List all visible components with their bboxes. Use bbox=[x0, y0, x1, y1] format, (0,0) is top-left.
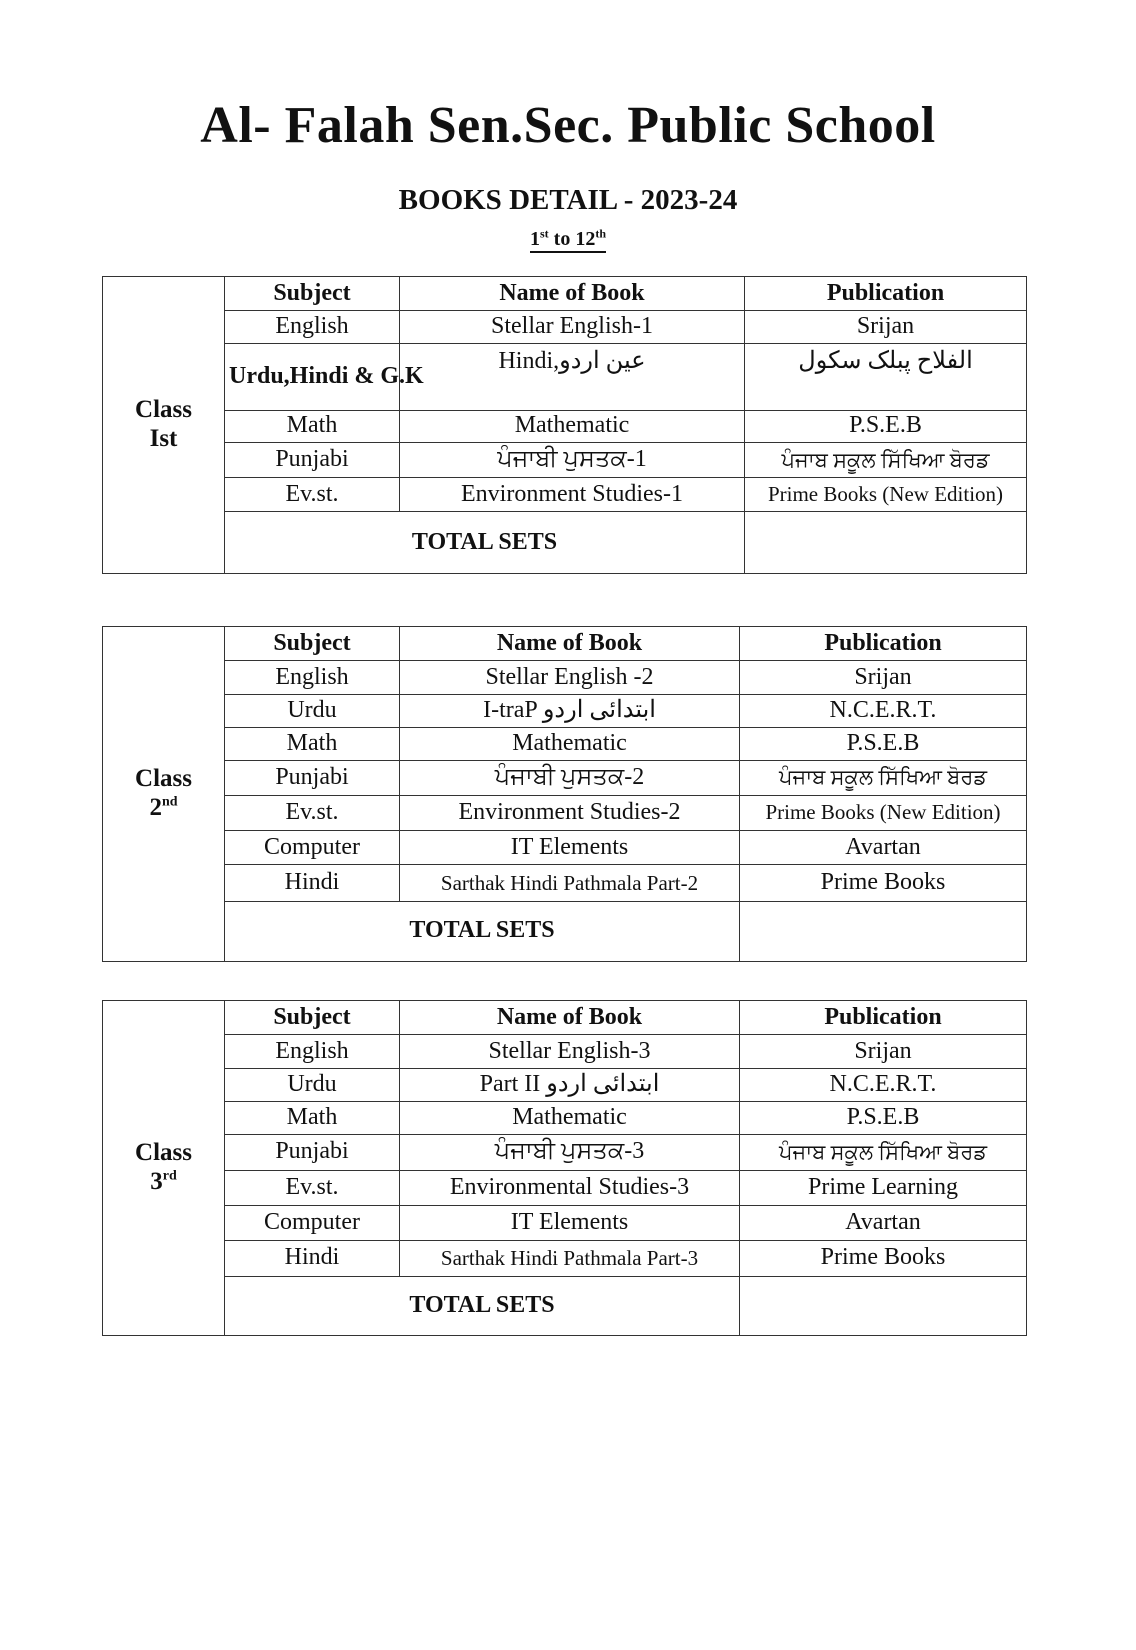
subject-cell: Punjabi bbox=[225, 1134, 400, 1170]
subject-cell: English bbox=[225, 1034, 400, 1068]
total-sets-value bbox=[740, 1276, 1027, 1335]
publication-cell: Srijan bbox=[740, 1034, 1027, 1068]
total-sets-label: TOTAL SETS bbox=[225, 1276, 740, 1335]
subject-cell: English bbox=[225, 311, 400, 344]
book-cell: Hindi,عین اردو bbox=[400, 344, 745, 410]
subject-cell: Urdu bbox=[225, 1068, 400, 1101]
publication-cell: N.C.E.R.T. bbox=[740, 694, 1027, 727]
subject-cell: Punjabi bbox=[225, 760, 400, 795]
book-cell: Stellar English-3 bbox=[400, 1034, 740, 1068]
range-to: to 12 bbox=[548, 227, 596, 250]
publication-cell: ਪੰਜਾਬ ਸਕੂਲ ਸਿੱਖਿਆ ਬੋਰਡ bbox=[745, 442, 1027, 477]
book-cell: Mathematic bbox=[400, 410, 745, 442]
book-cell: Environment Studies-1 bbox=[400, 477, 745, 511]
subject-cell: English bbox=[225, 660, 400, 694]
subject-cell: Math bbox=[225, 410, 400, 442]
class-2-books-table bbox=[102, 626, 1026, 962]
subject-cell: Hindi bbox=[225, 1240, 400, 1276]
subject-cell: Urdu,Hindi & G.K bbox=[225, 344, 400, 410]
publication-header: Publication bbox=[745, 277, 1027, 311]
book-cell: ਪੰਜਾਬੀ ਪੁਸਤਕ-3 bbox=[400, 1134, 740, 1170]
book-cell: IT Elements bbox=[400, 1205, 740, 1240]
class-label bbox=[103, 1001, 225, 1336]
subject-cell: Ev.st. bbox=[225, 477, 400, 511]
class-label bbox=[103, 627, 225, 962]
subject-cell: Urdu bbox=[225, 694, 400, 727]
publication-cell: Srijan bbox=[745, 311, 1027, 344]
publication-cell: Prime Books bbox=[740, 865, 1027, 901]
publication-cell: Prime Books bbox=[740, 1240, 1027, 1276]
book-cell: Mathematic bbox=[400, 1101, 740, 1134]
school-name: Al- Falah Sen.Sec. Public School bbox=[200, 97, 936, 154]
range-from: 1 bbox=[529, 227, 540, 250]
publication-cell: الفلاح پبلک سکول bbox=[745, 344, 1027, 410]
subject-header: Subject bbox=[225, 277, 400, 311]
subject-cell: Computer bbox=[225, 1205, 400, 1240]
book-cell: I-traP ابتدائی اردو bbox=[400, 694, 740, 727]
book-cell: ਪੰਜਾਬੀ ਪੁਸਤਕ-1 bbox=[400, 442, 745, 477]
total-sets-label: TOTAL SETS bbox=[225, 901, 740, 962]
total-sets-value bbox=[745, 511, 1027, 573]
book-cell: Sarthak Hindi Pathmala Part-3 bbox=[400, 1240, 740, 1276]
publication-cell: P.S.E.B bbox=[740, 1101, 1027, 1134]
class-1-books-table bbox=[102, 276, 1026, 574]
subject-cell: Computer bbox=[225, 830, 400, 865]
class-number: 2 bbox=[149, 794, 162, 821]
publication-header: Publication bbox=[740, 1001, 1027, 1035]
subject-cell: Hindi bbox=[225, 865, 400, 901]
class-label bbox=[103, 277, 225, 574]
publication-cell: Srijan bbox=[740, 660, 1027, 694]
book-cell: Stellar English-1 bbox=[400, 311, 745, 344]
publication-cell: Prime Books (New Edition) bbox=[740, 795, 1027, 830]
publication-cell: Prime Books (New Edition) bbox=[745, 477, 1027, 511]
class-number: Ist bbox=[149, 425, 178, 452]
total-sets-label: TOTAL SETS bbox=[225, 511, 745, 573]
subject-cell: Math bbox=[225, 1101, 400, 1134]
book-cell: IT Elements bbox=[400, 830, 740, 865]
publication-header: Publication bbox=[740, 627, 1027, 661]
range-to-sup: th bbox=[595, 226, 606, 240]
class-number-sup: rd bbox=[162, 1168, 177, 1184]
book-cell: Environmental Studies-3 bbox=[400, 1170, 740, 1205]
class-word: Class bbox=[135, 1139, 192, 1167]
publication-cell: Avartan bbox=[740, 830, 1027, 865]
publication-cell: N.C.E.R.T. bbox=[740, 1068, 1027, 1101]
publication-cell: Avartan bbox=[740, 1205, 1027, 1240]
subject-header: Subject bbox=[225, 1001, 400, 1035]
class-3-books-table bbox=[102, 1000, 1026, 1336]
publication-cell: Prime Learning bbox=[740, 1170, 1027, 1205]
book-header: Name of Book bbox=[400, 277, 745, 311]
class-word: Class bbox=[135, 396, 192, 424]
publication-cell: ਪੰਜਾਬ ਸਕੂਲ ਸਿੱਖਿਆ ਬੋਰਡ bbox=[740, 760, 1027, 795]
class-number: 3 bbox=[150, 1168, 163, 1195]
publication-cell: P.S.E.B bbox=[745, 410, 1027, 442]
book-header: Name of Book bbox=[400, 627, 740, 661]
subject-cell: Ev.st. bbox=[225, 1170, 400, 1205]
subject-cell: Ev.st. bbox=[225, 795, 400, 830]
book-header: Name of Book bbox=[400, 1001, 740, 1035]
subject-cell: Math bbox=[225, 727, 400, 760]
book-cell: Sarthak Hindi Pathmala Part-2 bbox=[400, 865, 740, 901]
range-from-sup: st bbox=[539, 226, 549, 240]
class-range bbox=[0, 226, 1136, 251]
class-number-sup: nd bbox=[161, 794, 178, 810]
book-cell: Mathematic bbox=[400, 727, 740, 760]
class-word: Class bbox=[135, 765, 192, 793]
book-cell: Stellar English -2 bbox=[400, 660, 740, 694]
book-cell: Environment Studies-2 bbox=[400, 795, 740, 830]
subject-cell: Punjabi bbox=[225, 442, 400, 477]
book-cell: ਪੰਜਾਬੀ ਪੁਸਤਕ-2 bbox=[400, 760, 740, 795]
publication-cell: P.S.E.B bbox=[740, 727, 1027, 760]
total-sets-value bbox=[740, 901, 1027, 962]
book-cell: Part II ابتدائی اردو bbox=[400, 1068, 740, 1101]
publication-cell: ਪੰਜਾਬ ਸਕੂਲ ਸਿੱਖਿਆ ਬੋਰਡ bbox=[740, 1134, 1027, 1170]
subject-header: Subject bbox=[225, 627, 400, 661]
page-subtitle: BOOKS DETAIL - 2023-24 bbox=[398, 184, 738, 216]
